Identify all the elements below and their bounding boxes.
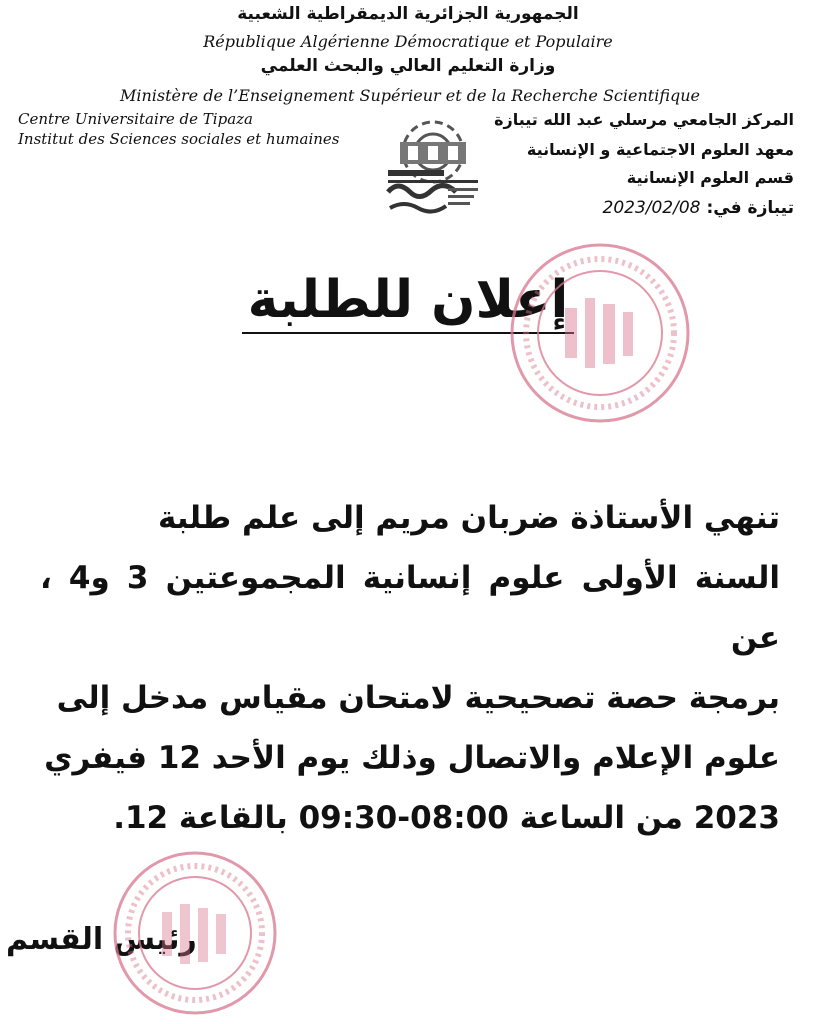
institute-name-arabic: معهد العلوم الاجتماعية و الإنسانية: [526, 140, 794, 159]
ministry-name-arabic: وزارة التعليم العالي والبحث العلمي: [260, 56, 556, 76]
document-date: [603, 198, 795, 218]
title-text: إعلان للطلبة: [242, 270, 575, 334]
institute-name-french: Institut des Sciences sociales et humaines: [18, 130, 340, 148]
republic-name-arabic: الجمهورية الجزائرية الديمقراطية الشعبية: [237, 4, 579, 24]
body-line: علوم الإعلام والاتصال وذلك يوم الأحد 12 فيفري: [44, 740, 780, 776]
republic-name-french: République Algérienne Démocratique et Populaire: [203, 32, 613, 51]
ministry-name-french: Ministère de l’Enseignement Supérieur et de la Recherche Scientifique: [119, 86, 701, 105]
date-label: تيبازة في:: [706, 198, 794, 218]
body-line: تنهي الأستاذة ضربان مريم إلى علم طلبة: [157, 500, 780, 536]
center-name-arabic: المركز الجامعي مرسلي عبد الله تيبازة: [494, 110, 794, 129]
university-logo-icon: [378, 112, 488, 222]
body-line: السنة الأولى علوم إنسانية المجموعتين 3 و4 ، عن: [40, 560, 780, 656]
body-line: برمجة حصة تصحيحية لامتحان مقياس مدخل إلى: [56, 680, 780, 716]
official-stamp-icon: [110, 848, 280, 1018]
date-value: 2023/02/08: [602, 198, 701, 218]
body-line: 2023 من الساعة 08:00-09:30 بالقاعة 12.: [113, 800, 780, 836]
announcement-body: [40, 488, 780, 848]
department-name-arabic: قسم العلوم الإنسانية: [626, 168, 794, 187]
center-name-french: Centre Universitaire de Tipaza: [18, 110, 253, 128]
official-stamp-icon: [505, 238, 695, 428]
department-head-signature: رئيس القسم: [6, 922, 197, 957]
